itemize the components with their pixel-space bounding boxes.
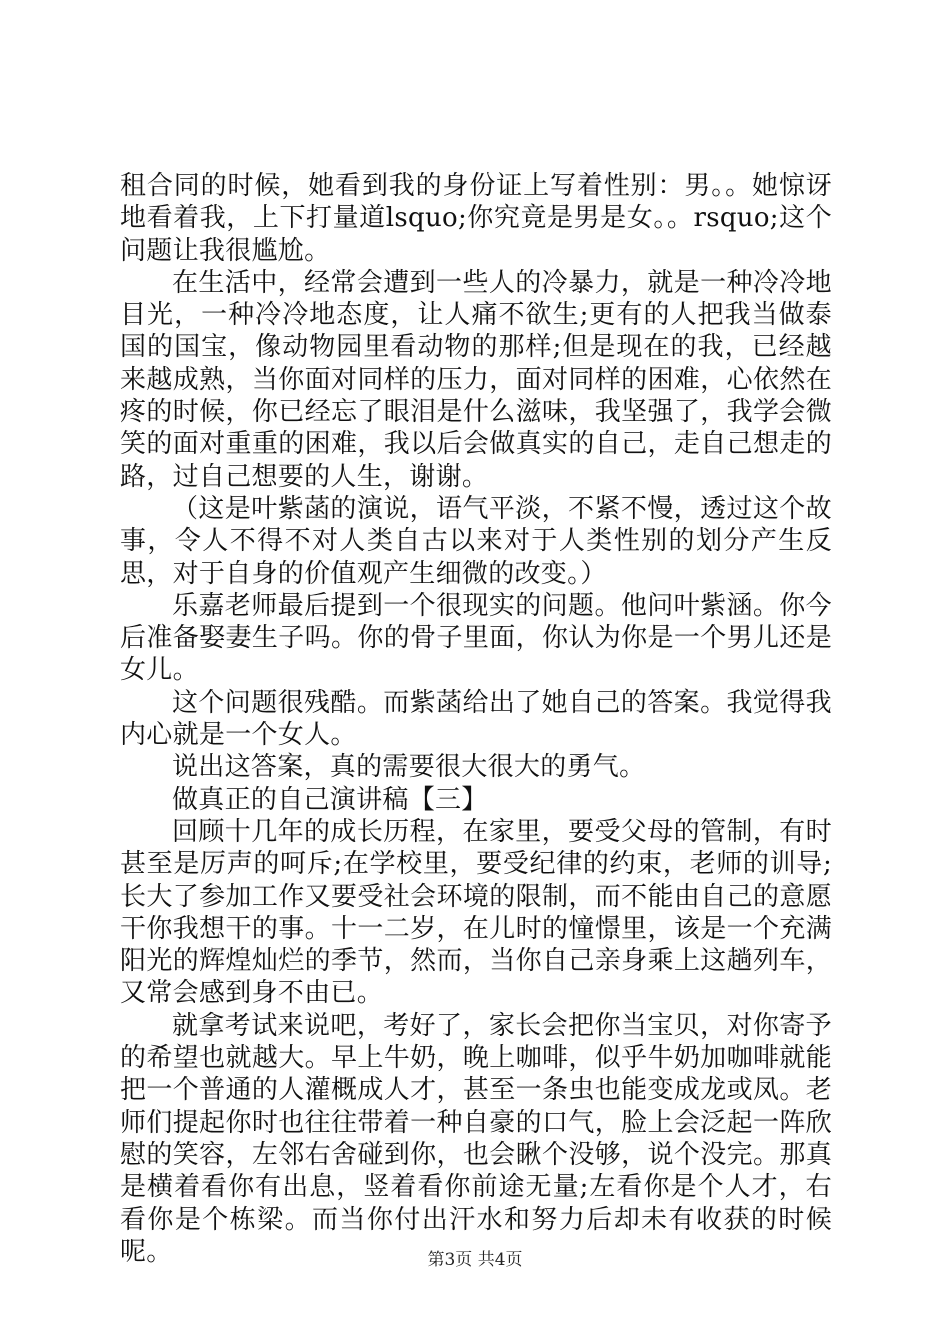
paragraph-1: 租合同的时候，她看到我的身份证上写着性别：男。。她惊讶地看着我，上下打量道lsquo;你究竟是男是女。。rsquo;这个问题让我很尴尬。 (120, 171, 832, 266)
paragraph-8: 就拿考试来说吧，考好了，家长会把你当宝贝，对你寄予的希望也就越大。早上牛奶，晚上咖啡，似乎牛奶加咖啡就能把一个普通的人灌概成人才，甚至一条虫也能变成龙或凤。老师们提起你时也往往带着一种自豪的口气，脸上会泛起一阵欣慰的笑容，左邻右舍碰到你，也会瞅个没够，说个没完。那真是横着看你有出息，竖着看你前途无量;左看你是个人才，右看你是个栋梁。而当你付出汗水和努力后却未有收获的时候呢。 (120, 1010, 832, 1267)
paragraph-7: 回顾十几年的成长历程，在家里，要受父母的管制，有时甚至是厉声的呵斥;在学校里，要受纪律的约束，老师的训导;长大了参加工作又要受社会环境的限制，而不能由自己的意愿干你我想干的事。十一二岁，在儿时的憧憬里，该是一个充满阳光的辉煌灿烂的季节，然而，当你自己亲身乘上这趟列车，又常会感到身不由已。 (120, 816, 832, 1009)
paragraph-2: 在生活中，经常会遭到一些人的冷暴力，就是一种冷冷地目光，一种冷冷地态度，让人痛不欲生;更有的人把我当做泰国的国宝，像动物园里看动物的那样;但是现在的我，已经越来越成熟，当你面对同样的压力，面对同样的困难，心依然在疼的时候，你已经忘了眼泪是什么滋味，我坚强了，我学会微笑的面对重重的困难，我以后会做真实的自己，走自己想走的路，过自己想要的人生，谢谢。 (120, 267, 832, 492)
paragraph-4: 乐嘉老师最后提到一个很现实的问题。他问叶紫涵。你今后准备娶妻生子吗。你的骨子里面，你认为你是一个男儿还是女儿。 (120, 590, 832, 686)
paragraph-3: （这是叶紫菡的演说，语气平淡，不紧不慢，透过这个故事，令人不得不对人类自古以来对于人类性别的划分产生反思，对于自身的价值观产生细微的改变。） (120, 493, 832, 589)
section-heading: 做真正的自己演讲稿【三】 (172, 784, 488, 815)
page-number-footer: 第3页 共4页 (427, 1250, 523, 1270)
paragraph-6: 说出这答案，真的需要很大很大的勇气。 (172, 752, 646, 783)
paragraph-5: 这个问题很残酷。而紫菡给出了她自己的答案。我觉得我内心就是一个女人。 (120, 687, 832, 751)
document-body (120, 170, 832, 1268)
